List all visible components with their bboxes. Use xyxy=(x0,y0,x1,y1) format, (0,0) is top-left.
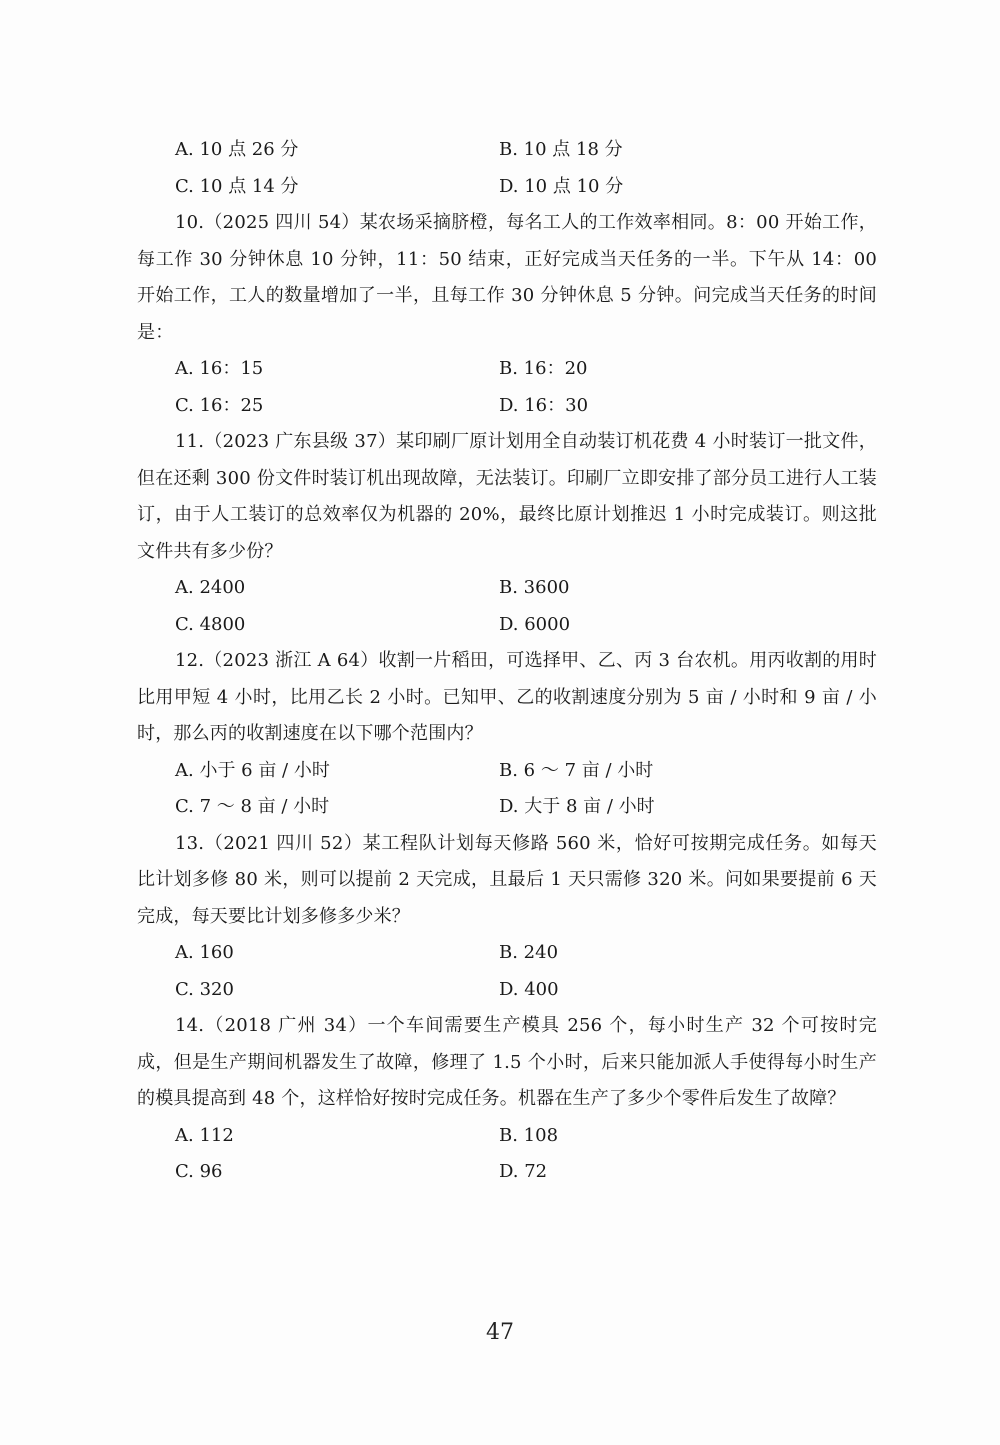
option-d: D. 大于 8 亩 / 小时 xyxy=(499,796,655,817)
option-a: A. 160 xyxy=(175,942,234,963)
option-row xyxy=(137,1154,877,1191)
question-13-text: 13.（2021 四川 52）某工程队计划每天修路 560 米，恰好可按期完成任务。如每天比计划多修 80 米，则可以提前 2 天完成，且最后 1 天只需修 320 米。问如果要提前 6 天完成，每天要比计划多修多少米？ xyxy=(137,832,877,927)
option-c: C. 7 ～ 8 亩 / 小时 xyxy=(175,796,330,817)
option-d: D. 72 xyxy=(499,1161,548,1182)
option-b: B. 16：20 xyxy=(499,358,588,379)
option-row xyxy=(137,132,877,169)
option-d: D. 6000 xyxy=(499,613,571,635)
option-a: A. 112 xyxy=(175,1124,234,1146)
option-b: B. 10 点 18 分 xyxy=(499,139,623,160)
option-row xyxy=(137,169,877,206)
question-12-text: 12.（2023 浙江 A 64）收割一片稻田，可选择甲、乙、丙 3 台农机。用丙收割的用时比用甲短 4 小时，比用乙长 2 小时。已知甲、乙的收割速度分别为 5 亩 / 小时和 9 亩 / 小时，那么丙的收割速度在以下哪个范围内？ xyxy=(137,650,877,744)
option-a: A. 10 点 26 分 xyxy=(175,139,299,160)
page-number: 47 xyxy=(486,1320,514,1345)
option-c: C. 16：25 xyxy=(175,394,264,416)
option-row xyxy=(137,570,877,607)
option-row xyxy=(137,388,877,425)
option-a: A. 2400 xyxy=(175,577,246,598)
option-row xyxy=(137,789,877,826)
option-b: B. 108 xyxy=(499,1124,559,1146)
option-row xyxy=(137,607,877,644)
option-b: B. 3600 xyxy=(499,577,570,598)
option-b: B. 6 ～ 7 亩 / 小时 xyxy=(499,759,654,781)
option-d: D. 16：30 xyxy=(499,394,589,416)
option-c: C. 96 xyxy=(175,1161,223,1182)
option-c: C. 10 点 14 分 xyxy=(175,175,299,197)
question-14-text: 14.（2018 广州 34）一个车间需要生产模具 256 个，每小时生产 32 个可按时完成，但是生产期间机器发生了故障，修理了 1.5 个小时，后来只能加派人手使得每小时生产的模具提高到 48 个，这样恰好按时完成任务。机器在生产了多少个零件后发生了故障？ xyxy=(137,1015,877,1109)
option-c: C. 320 xyxy=(175,978,234,1000)
page-content xyxy=(137,132,877,1191)
option-a: A. 小于 6 亩 / 小时 xyxy=(175,759,330,781)
question-10-text: 10.（2025 四川 54）某农场采摘脐橙，每名工人的工作效率相同。8：00 开始工作，每工作 30 分钟休息 10 分钟，11：50 结束，正好完成当天任务的一半。下午从 14：00 开始工作，工人的数量增加了一半，且每工作 30 分钟休息 5 分钟。问完成当天任务的时间是： xyxy=(137,212,877,343)
option-a: A. 16：15 xyxy=(175,358,264,379)
option-d: D. 10 点 10 分 xyxy=(499,175,624,197)
option-d: D. 400 xyxy=(499,978,559,1000)
option-row xyxy=(137,753,877,790)
question-11-text: 11.（2023 广东县级 37）某印刷厂原计划用全自动装订机花费 4 小时装订一批文件，但在还剩 300 份文件时装订机出现故障，无法装订。印刷厂立即安排了部分员工进行人工装订，由于人工装订的总效率仅为机器的 20%，最终比原计划推迟 1 小时完成装订。则这批文件共有多少份？ xyxy=(137,431,877,562)
option-c: C. 4800 xyxy=(175,613,246,635)
option-row xyxy=(137,972,877,1009)
option-b: B. 240 xyxy=(499,942,559,963)
option-row xyxy=(137,1118,877,1155)
option-row xyxy=(137,351,877,388)
option-row xyxy=(137,935,877,972)
